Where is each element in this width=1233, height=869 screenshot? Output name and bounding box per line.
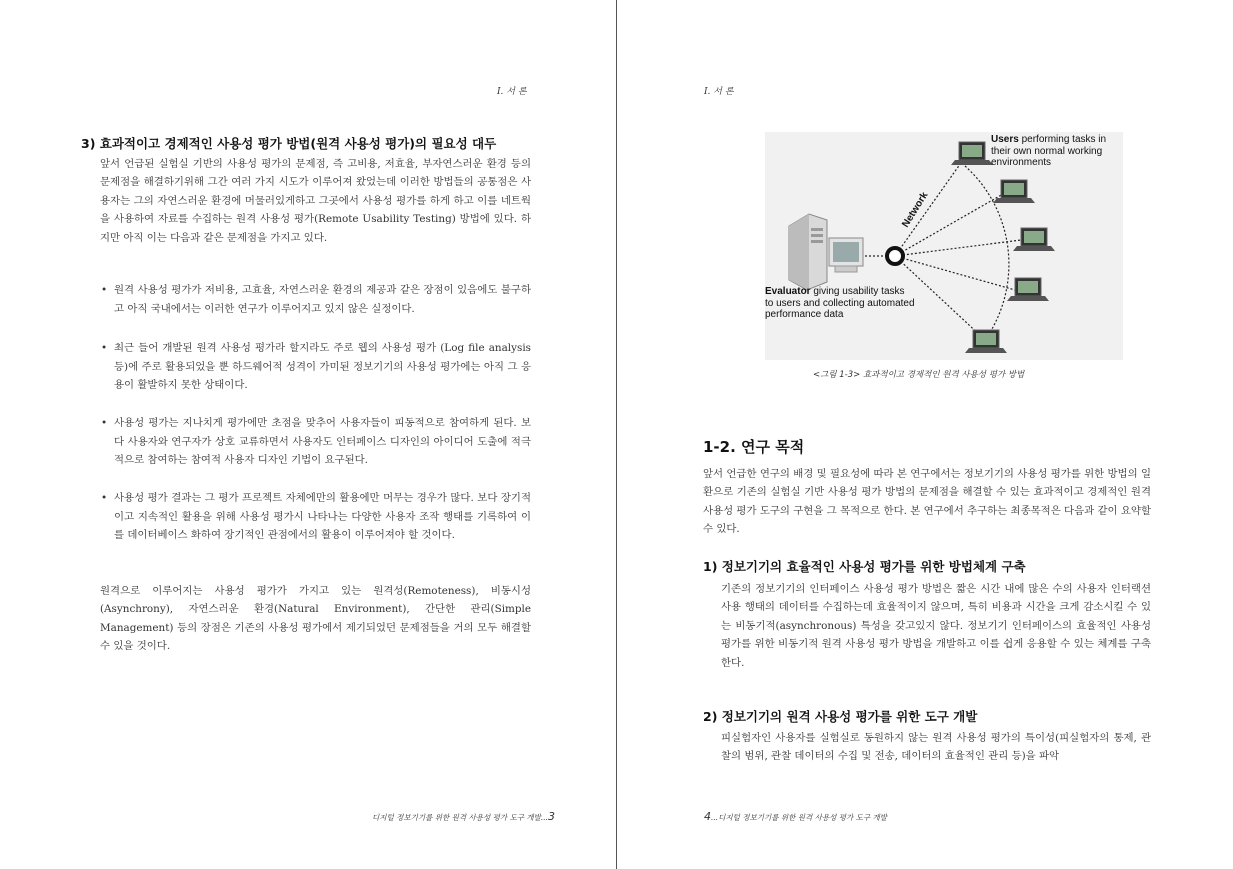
network-label: Network — [900, 190, 931, 230]
laptop-icon — [993, 180, 1035, 203]
running-head: I. 서 론 — [704, 87, 734, 97]
network-hub-icon — [887, 248, 903, 264]
list-item: • 사용성 평가는 지나치게 평가에만 초점을 맞추어 사용자들이 피동적으로 참여하게 된다. 보다 사용자와 연구자가 상호 교류하면서 사용자도 인터페이스 디자인의 아이디어 도출에 적극적으로 참여하는 참여적 사용자 디자인 기법이 요구된다. — [101, 417, 531, 467]
right-page — [617, 0, 1233, 869]
list-item: • 사용성 평가 결과는 그 평가 프로젝트 자체에만의 활용에만 머무는 경우가 많다. 보다 장기적이고 지속적인 활용을 위해 사용성 평가시 나타나는 다양한 사용자 조작 행태를 기록하여 이를 데이터베이스 화하여 장기적인 관점에서의 활용이 이루어져야 할 것이다. — [101, 492, 531, 542]
network-figure — [765, 132, 1123, 360]
evaluator-monitor-icon — [829, 238, 863, 272]
section1-paragraph: 기존의 정보기기의 인터페이스 사용성 평가 방법은 짧은 시간 내에 많은 수의 사용자 인터랙션 사용 행태의 데이터를 수집하는데 효율적이지 않으며, 특히 비용과 시간을 크게 감소시킬 수 있는 비동기적(asynchronous) 특성을 갖고있지 않다. 정보기기 인터페이스의 효율적인 사용성 평가를 위한 비동기적 원격 사용성 평가 방법을 개발하고 이를 쉽게 응용할 수 있는 체계를 구축한다. — [721, 583, 1151, 669]
list-item: • 원격 사용성 평가가 저비용, 고효율, 자연스러운 환경의 제공과 같은 장점이 있음에도 불구하고 아직 국내에서는 이러한 연구가 이루어지고 있지 않은 실정이다. — [101, 284, 531, 315]
laptop-icon — [1007, 278, 1049, 301]
footer-text: 디지털 정보기기를 위한 원격 사용성 평가 도구 개발... — [372, 813, 548, 822]
page-footer — [704, 810, 887, 823]
closing-paragraph: 원격으로 이루어지는 사용성 평가가 가지고 있는 원격성(Remoteness), 비동시성(Asynchrony), 자연스러운 환경(Natural Environment), 간단한 관리(Simple Management) 등의 장점은 기존의 사용성 평가에서 제기되었던 문제점들을 거의 모두 해결할 수 있을 것이다. — [100, 585, 531, 653]
users-label: Users performing tasks in their own normal working environments — [991, 134, 1107, 168]
section2-heading: 2) 정보기기의 원격 사용성 평가를 위한 도구 개발 — [703, 709, 978, 724]
server-icon — [789, 214, 827, 290]
intro-paragraph: 앞서 언급된 실험실 기반의 사용성 평가의 문제점, 즉 고비용, 저효율, 부자연스러운 환경 등의 문제점을 해결하기위해 그간 여러 가지 시도가 이루어져 왔었는데 이러한 방법들의 공통점은 사용자는 그의 자연스러운 환경에 머물러있게하고 그곳에서 사용성 평가를 하게 하고 이를 네트웍을 사용하여 자료를 수집하는 원격 사용성 평가(Remote Usability Testing) 방법에 있다. 하지만 아직 이는 다음과 같은 문제점을 가지고 있다. — [100, 158, 531, 244]
laptop-icon — [965, 330, 1007, 353]
laptop-icon — [1013, 228, 1055, 251]
purpose-paragraph: 앞서 언급한 연구의 배경 및 필요성에 따라 본 연구에서는 정보기기의 사용성 평가를 위한 방법의 일환으로 기존의 실험실 기반 사용성 평가 방법의 문제점을 해결할 수 있는 효과적이고 경제적인 원격 사용성 평가 도구의 구현을 그 목적으로 한다. 본 연구에서 추구하는 최종목적은 다음과 같이 요약할 수 있다. — [703, 468, 1151, 536]
page-number: 3 — [547, 810, 555, 823]
chapter-heading: 1-2. 연구 목적 — [703, 438, 805, 456]
laptop-icon — [951, 142, 993, 165]
figure-caption: <그림 1-3> 효과적이고 경제적인 원격 사용성 평가 방법 — [813, 370, 1025, 380]
footer-text: ...디지털 정보기기를 위한 원격 사용성 평가 도구 개발 — [711, 813, 887, 822]
list-item: • 최근 들어 개발된 원격 사용성 평가라 할지라도 주로 웹의 사용성 평가 (Log file analysis 등)에 주로 활용되었을 뿐 하드웨어적 성격이 가미된 정보기기의 사용성 평가에는 아직 그 응용이 활발하지 못한 상태이다. — [101, 342, 531, 392]
section-heading: 3) 효과적이고 경제적인 사용성 평가 방법(원격 사용성 평가)의 필요성 대두 — [81, 136, 497, 151]
page-number: 4 — [704, 810, 711, 823]
left-page — [0, 0, 616, 869]
running-head: I. 서 론 — [497, 87, 527, 97]
section1-heading: 1) 정보기기의 효율적인 사용성 평가를 위한 방법체계 구축 — [703, 559, 1026, 574]
page-footer — [372, 810, 555, 823]
section2-paragraph: 피실험자인 사용자를 실험실로 동원하지 않는 원격 사용성 평가의 특이성(피실험자의 통제, 관찰의 범위, 관찰 데이터의 수집 및 전송, 데이터의 효율적인 관리 등)을 파악 — [721, 732, 1151, 763]
evaluator-label: Evaluator giving usability tasks to users and collecting automated performance data — [765, 286, 915, 320]
